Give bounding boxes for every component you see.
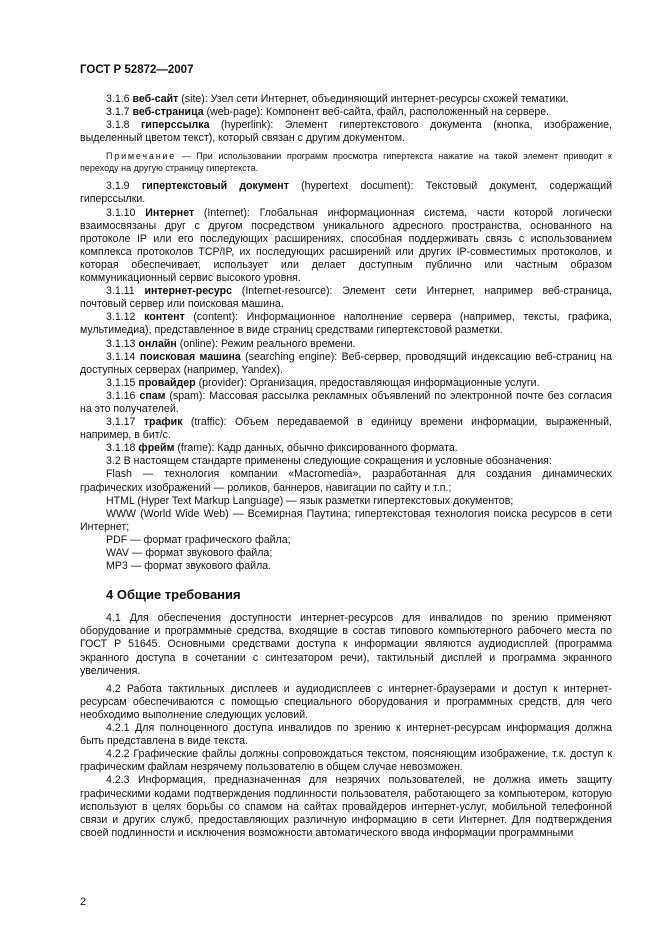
definition-term: трафик xyxy=(143,416,183,429)
definition-text: (searching engine): Веб-сервер, проводящий индексацию веб-страниц на доступных серверах (например, Yandex). xyxy=(80,350,612,376)
note-paragraph xyxy=(80,150,612,174)
definition-item xyxy=(80,311,612,337)
definition-item xyxy=(80,377,612,390)
definition-item xyxy=(80,390,612,416)
definitions-block-1 xyxy=(80,93,612,145)
note-label: Примечание xyxy=(106,151,177,162)
abbreviations-list xyxy=(80,468,612,573)
document-header: ГОСТ Р 52872—2007 xyxy=(80,64,194,76)
definition-text: (traffic): Объем передаваемой в единицу времени информации, выраженный, например, в бит/с. xyxy=(80,416,612,442)
abbreviations-intro: 3.2 В настоящем стандарте применены следующие сокращения и условные обозначения: xyxy=(106,455,552,468)
section-4-paragraphs xyxy=(80,612,612,840)
definition-term: провайдер xyxy=(138,376,196,389)
definition-number: 3.1.12 xyxy=(106,311,136,324)
definition-item xyxy=(80,119,612,145)
definition-item xyxy=(80,416,612,442)
definition-term: спам xyxy=(139,389,166,402)
definition-text: (site): Узел сети Интернет, объединяющий интернет-ресурсы схожей тематики. xyxy=(178,93,569,105)
definition-term: гиперссылка xyxy=(141,119,210,132)
definition-text: (online): Режим реального времени. xyxy=(176,337,356,350)
definition-number: 3.1.7 xyxy=(106,106,130,119)
note-text: — При использовании программ просмотра гипертекста нажатие на такой элемент приводит к переходу на другую страницу гипертекста. xyxy=(80,151,612,174)
abbreviation-item: WAV — формат звукового файла; xyxy=(106,547,273,559)
section-paragraph: 4.2.3 Информация, предназначенная для незрячих пользователей, не должна иметь защиту графическими кодами подтверждения подлинности пользователя, работающего за компьютером, которую используют в целях борьбы со спамом на сайтах провайдеров интернет-услуг, мобильной телефонной связи и других служб, предоставляющих различную информацию в сети Интернет. Для подтверждения своей подлинности и исключения возможности автоматического ввода информации программными xyxy=(80,774,612,839)
abbreviation-item: MP3 — формат звукового файла. xyxy=(106,560,272,573)
definition-item xyxy=(80,207,612,286)
definition-text: (frame): Кадр данных, обычно фиксированного формата. xyxy=(174,442,458,455)
definition-number: 3.1.6 xyxy=(106,93,130,105)
definition-number: 3.1.10 xyxy=(106,206,136,219)
definition-text: (content): Информационное наполнение сервера (например, тексты, графика, мультимедиа), представленное в виде страниц средствами гипертекстовой разметки. xyxy=(80,311,612,337)
definition-number: 3.1.14 xyxy=(106,350,136,363)
definition-number: 3.1.13 xyxy=(106,337,136,350)
definition-number: 3.1.16 xyxy=(106,389,136,402)
definition-item xyxy=(80,93,612,106)
definition-item xyxy=(80,180,612,206)
definition-text: (spam): Массовая рассылка рекламных объявлений по электронной почте без согласия на это получателей. xyxy=(80,389,612,415)
definition-item xyxy=(80,442,612,455)
definition-term: Интернет xyxy=(145,206,195,219)
document-body xyxy=(80,93,612,840)
definition-term: онлайн xyxy=(138,337,177,350)
section-heading: 4 Общие требования xyxy=(106,587,241,603)
definition-term: контент xyxy=(144,311,185,324)
page-number: 2 xyxy=(80,896,87,908)
definitions-block-2 xyxy=(80,180,612,455)
definition-number: 3.1.11 xyxy=(106,285,135,298)
definition-number: 3.1.15 xyxy=(106,376,136,389)
definition-item xyxy=(80,351,612,377)
abbreviation-item: HTML (Hyper Text Markup Language) — язык разметки гипертекстовых документов; xyxy=(106,494,514,507)
section-paragraph: 4.2 Работа тактильных дисплеев и аудиодисплеев с интернет-браузерами и доступ к интернет-ресурсам обеспечиваются с помощью специального оборудования и программных средств, для чего необходимо выполнение следующих условий. xyxy=(80,682,612,721)
abbreviation-item: PDF — формат графического файла; xyxy=(106,533,291,546)
definition-term: веб-страница xyxy=(132,106,204,119)
definition-text: (web-page): Компонент веб-сайта, файл, расположенный на сервере. xyxy=(203,106,550,119)
definition-term: фрейм xyxy=(138,442,175,455)
definition-text: (Internet): Глобальная информационная система, части которой логически взаимосвязаны друг с другом посредством уникального адресного пространства, основанного на протоколе IP или его последующих расширениях, способная поддерживать связь с использованием комплекса протоколов TCP/IP, их последующих расширений или других IP-совместимых протоколов, и которая обеспечивает, использует или делает доступным публично или частным образом коммуникационный сервис высокого уровня. xyxy=(80,206,612,285)
definition-item xyxy=(80,285,612,311)
definition-term: веб-сайт xyxy=(132,93,179,105)
definition-item xyxy=(80,106,612,119)
definition-text: (hypertext document): Текстовый документ, содержащий гиперссылки. xyxy=(80,180,613,206)
abbreviation-item: Flash — технология компании «Macromedia», разработанная для создания динамических графических изображений — роликов, баннеров, навигации по сайту и т.п.; xyxy=(80,468,612,494)
section-paragraph: 4.1 Для обеспечения доступности интернет-ресурсов для инвалидов по зрению применяют оборудование и программные средства, входящие в состав типового компьютерного рабочего места по ГОСТ Р 51645. Основными средствами доступа к информации являются аудиодисплей (программа экранного доступа в сочетании с синтезатором речи), тактильный дисплей и программа экранного увеличения. xyxy=(80,612,612,677)
definition-number: 3.1.9 xyxy=(106,180,130,193)
definition-text: (provider): Организация, предоставляющая информационные услуги. xyxy=(195,376,540,389)
definition-text: (hyperlink): Элемент гипертекстового документа (кнопка, изображение, выделенный цветом текст), который связан с другим документом. xyxy=(80,119,612,145)
definition-item xyxy=(80,338,612,351)
definition-number: 3.1.17 xyxy=(106,416,136,429)
definition-term: интернет-ресурс xyxy=(144,285,233,298)
definition-number: 3.1.8 xyxy=(106,119,130,132)
definition-term: гипертекстовый документ xyxy=(141,180,289,193)
definition-text: (Internet-resource): Элемент сети Интернет, например веб-страница, почтовый сервер или поисковая машина. xyxy=(80,285,612,311)
definition-term: поисковая машина xyxy=(139,350,241,363)
section-paragraph: 4.2.2 Графические файлы должны сопровождаться текстом, поясняющим изображение, т.к. доступ к графическим файлам незрячему пользователю в общем случае невозможен. xyxy=(80,748,612,774)
definition-number: 3.1.18 xyxy=(106,442,136,455)
abbreviation-item: WWW (World Wide Web) — Всемирная Паутина; гипертекстовая технология поиска ресурсов в сети Интернет; xyxy=(80,507,612,533)
section-paragraph: 4.2.1 Для полноценного доступа инвалидов по зрению к интернет-ресурсам информация должна быть представлена в виде текста. xyxy=(80,722,612,748)
